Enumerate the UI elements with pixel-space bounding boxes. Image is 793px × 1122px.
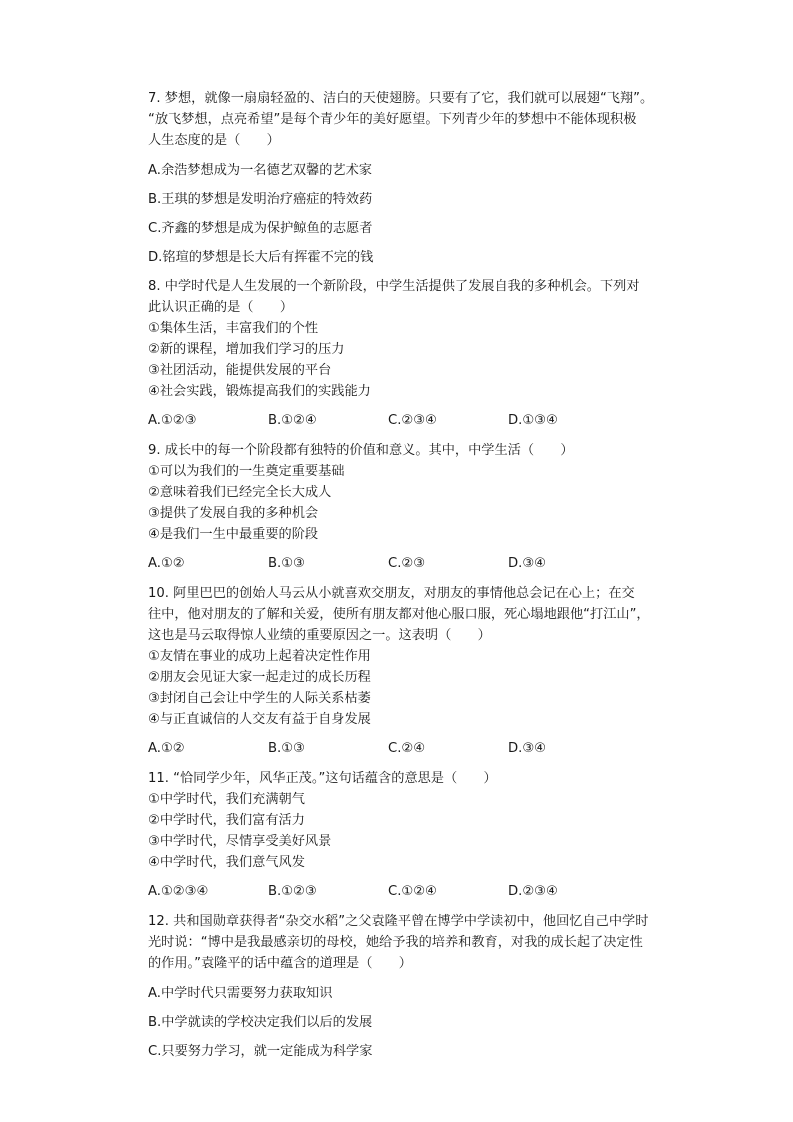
question-12-line-2: 光时说：“博中是我最感亲切的母校，她给予我的培养和教育，对我的成长起了决定性: [148, 935, 643, 950]
question-9-choice-b: B.①③: [268, 556, 305, 571]
question-7-option-a: A.余浩梦想成为一名德艺双馨的艺术家: [148, 163, 372, 178]
question-11-statement-1: ①中学时代，我们充满朝气: [148, 792, 305, 807]
question-8-choice-d: D.①③④: [508, 413, 558, 428]
question-7-line-3: 人生态度的是（ ）: [148, 133, 280, 148]
question-10-statement-3: ③封闭自己会让中学生的人际关系枯萎: [148, 691, 371, 706]
question-8-statement-4: ④社会实践，锻炼提高我们的实践能力: [148, 384, 371, 399]
question-7-option-d: D.铭瑄的梦想是长大后有挥霍不完的钱: [148, 250, 374, 265]
question-11-choice-a: A.①②③④: [148, 884, 209, 899]
question-12-line-3: 的作用。”袁隆平的话中蕴含的道理是（ ）: [148, 956, 412, 971]
question-10-choice-a: A.①②: [148, 741, 185, 756]
question-12-line-1: 12. 共和国勋章获得者“杂交水稻”之父袁隆平曾在博学中学读初中，他回忆自己中学时: [148, 914, 649, 929]
question-8-statement-2: ②新的课程，增加我们学习的压力: [148, 342, 345, 357]
question-10-line-3: 这也是马云取得惊人业绩的重要原因之一。这表明（ ）: [148, 628, 491, 643]
question-9-statement-2: ②意味着我们已经完全长大成人: [148, 485, 332, 500]
question-8-choices: [148, 410, 668, 431]
question-8-line-1: 8. 中学时代是人生发展的一个新阶段，中学生活提供了发展自我的多种机会。下列对: [148, 279, 640, 294]
question-10-choice-d: D.③④: [508, 741, 546, 756]
question-9-choice-a: A.①②: [148, 556, 185, 571]
question-11-statement-3: ③中学时代，尽情享受美好风景: [148, 834, 332, 849]
question-12-option-c: C.只要努力学习，就一定能成为科学家: [148, 1044, 373, 1059]
question-9-choice-d: D.③④: [508, 556, 546, 571]
question-11-choice-d: D.②③④: [508, 884, 558, 899]
question-10-choice-c: C.②④: [388, 741, 426, 756]
question-8-statement-3: ③社团活动，能提供发展的平台: [148, 363, 332, 378]
question-9-choice-c: C.②③: [388, 556, 426, 571]
question-7-line-2: “放飞梦想，点亮希望”是每个青少年的美好愿望。下列青少年的梦想中不能体现积极: [148, 112, 637, 127]
question-10-statement-2: ②朋友会见证大家一起走过的成长历程: [148, 670, 371, 685]
question-11-statement-4: ④中学时代，我们意气风发: [148, 855, 305, 870]
question-11-line-1: 11. “恰同学少年，风华正茂。”这句话蕴含的意思是（ ）: [148, 771, 497, 786]
question-12: [148, 911, 668, 974]
question-11: [148, 768, 668, 873]
question-11-choices: [148, 881, 668, 902]
question-9: [148, 440, 668, 545]
question-9-line-1: 9. 成长中的每一个阶段都有独特的价值和意义。其中，中学生活（ ）: [148, 443, 574, 458]
question-8-choice-a: A.①②③: [148, 413, 197, 428]
question-7-line-1: 7. 梦想，就像一扇扇轻盈的、洁白的天使翅膀。只要有了它，我们就可以展翅“飞翔”。: [148, 91, 654, 106]
question-11-choice-c: C.①②④: [388, 884, 437, 899]
question-9-statement-1: ①可以为我们的一生奠定重要基础: [148, 464, 345, 479]
question-9-statement-3: ③提供了发展自我的多种机会: [148, 506, 319, 521]
question-12-option-a: A.中学时代只需要努力获取知识: [148, 986, 333, 1001]
question-10-statement-4: ④与正直诚信的人交友有益于自身发展: [148, 712, 371, 727]
question-8-statement-1: ①集体生活，丰富我们的个性: [148, 321, 319, 336]
question-11-choice-b: B.①②③: [268, 884, 317, 899]
question-10-choice-b: B.①③: [268, 741, 305, 756]
question-10-line-1: 10. 阿里巴巴的创始人马云从小就喜欢交朋友，对朋友的事情他总会记在心上；在交: [148, 586, 635, 601]
question-7-option-c: C.齐鑫的梦想是成为保护鲸鱼的志愿者: [148, 221, 373, 236]
question-7: [148, 88, 668, 151]
question-11-statement-2: ②中学时代，我们富有活力: [148, 813, 305, 828]
question-list: [148, 88, 668, 1070]
question-10-line-2: 往中，他对朋友的了解和关爱，使所有朋友都对他心服口服，死心塌地跟他“打江山”，: [148, 607, 650, 622]
question-7-option-b: B.王琪的梦想是发明治疗癌症的特效药: [148, 192, 373, 207]
question-9-statement-4: ④是我们一生中最重要的阶段: [148, 527, 319, 542]
question-9-choices: [148, 553, 668, 574]
question-8-choice-c: C.②③④: [388, 413, 437, 428]
question-8-line-2: 此认识正确的是（ ）: [148, 300, 294, 315]
question-8: [148, 276, 668, 402]
question-8-choice-b: B.①②④: [268, 413, 317, 428]
question-10-choices: [148, 738, 668, 759]
question-10-statement-1: ①友情在事业的成功上起着决定性作用: [148, 649, 371, 664]
question-10: [148, 583, 668, 730]
question-12-option-b: B.中学就读的学校决定我们以后的发展: [148, 1015, 373, 1030]
